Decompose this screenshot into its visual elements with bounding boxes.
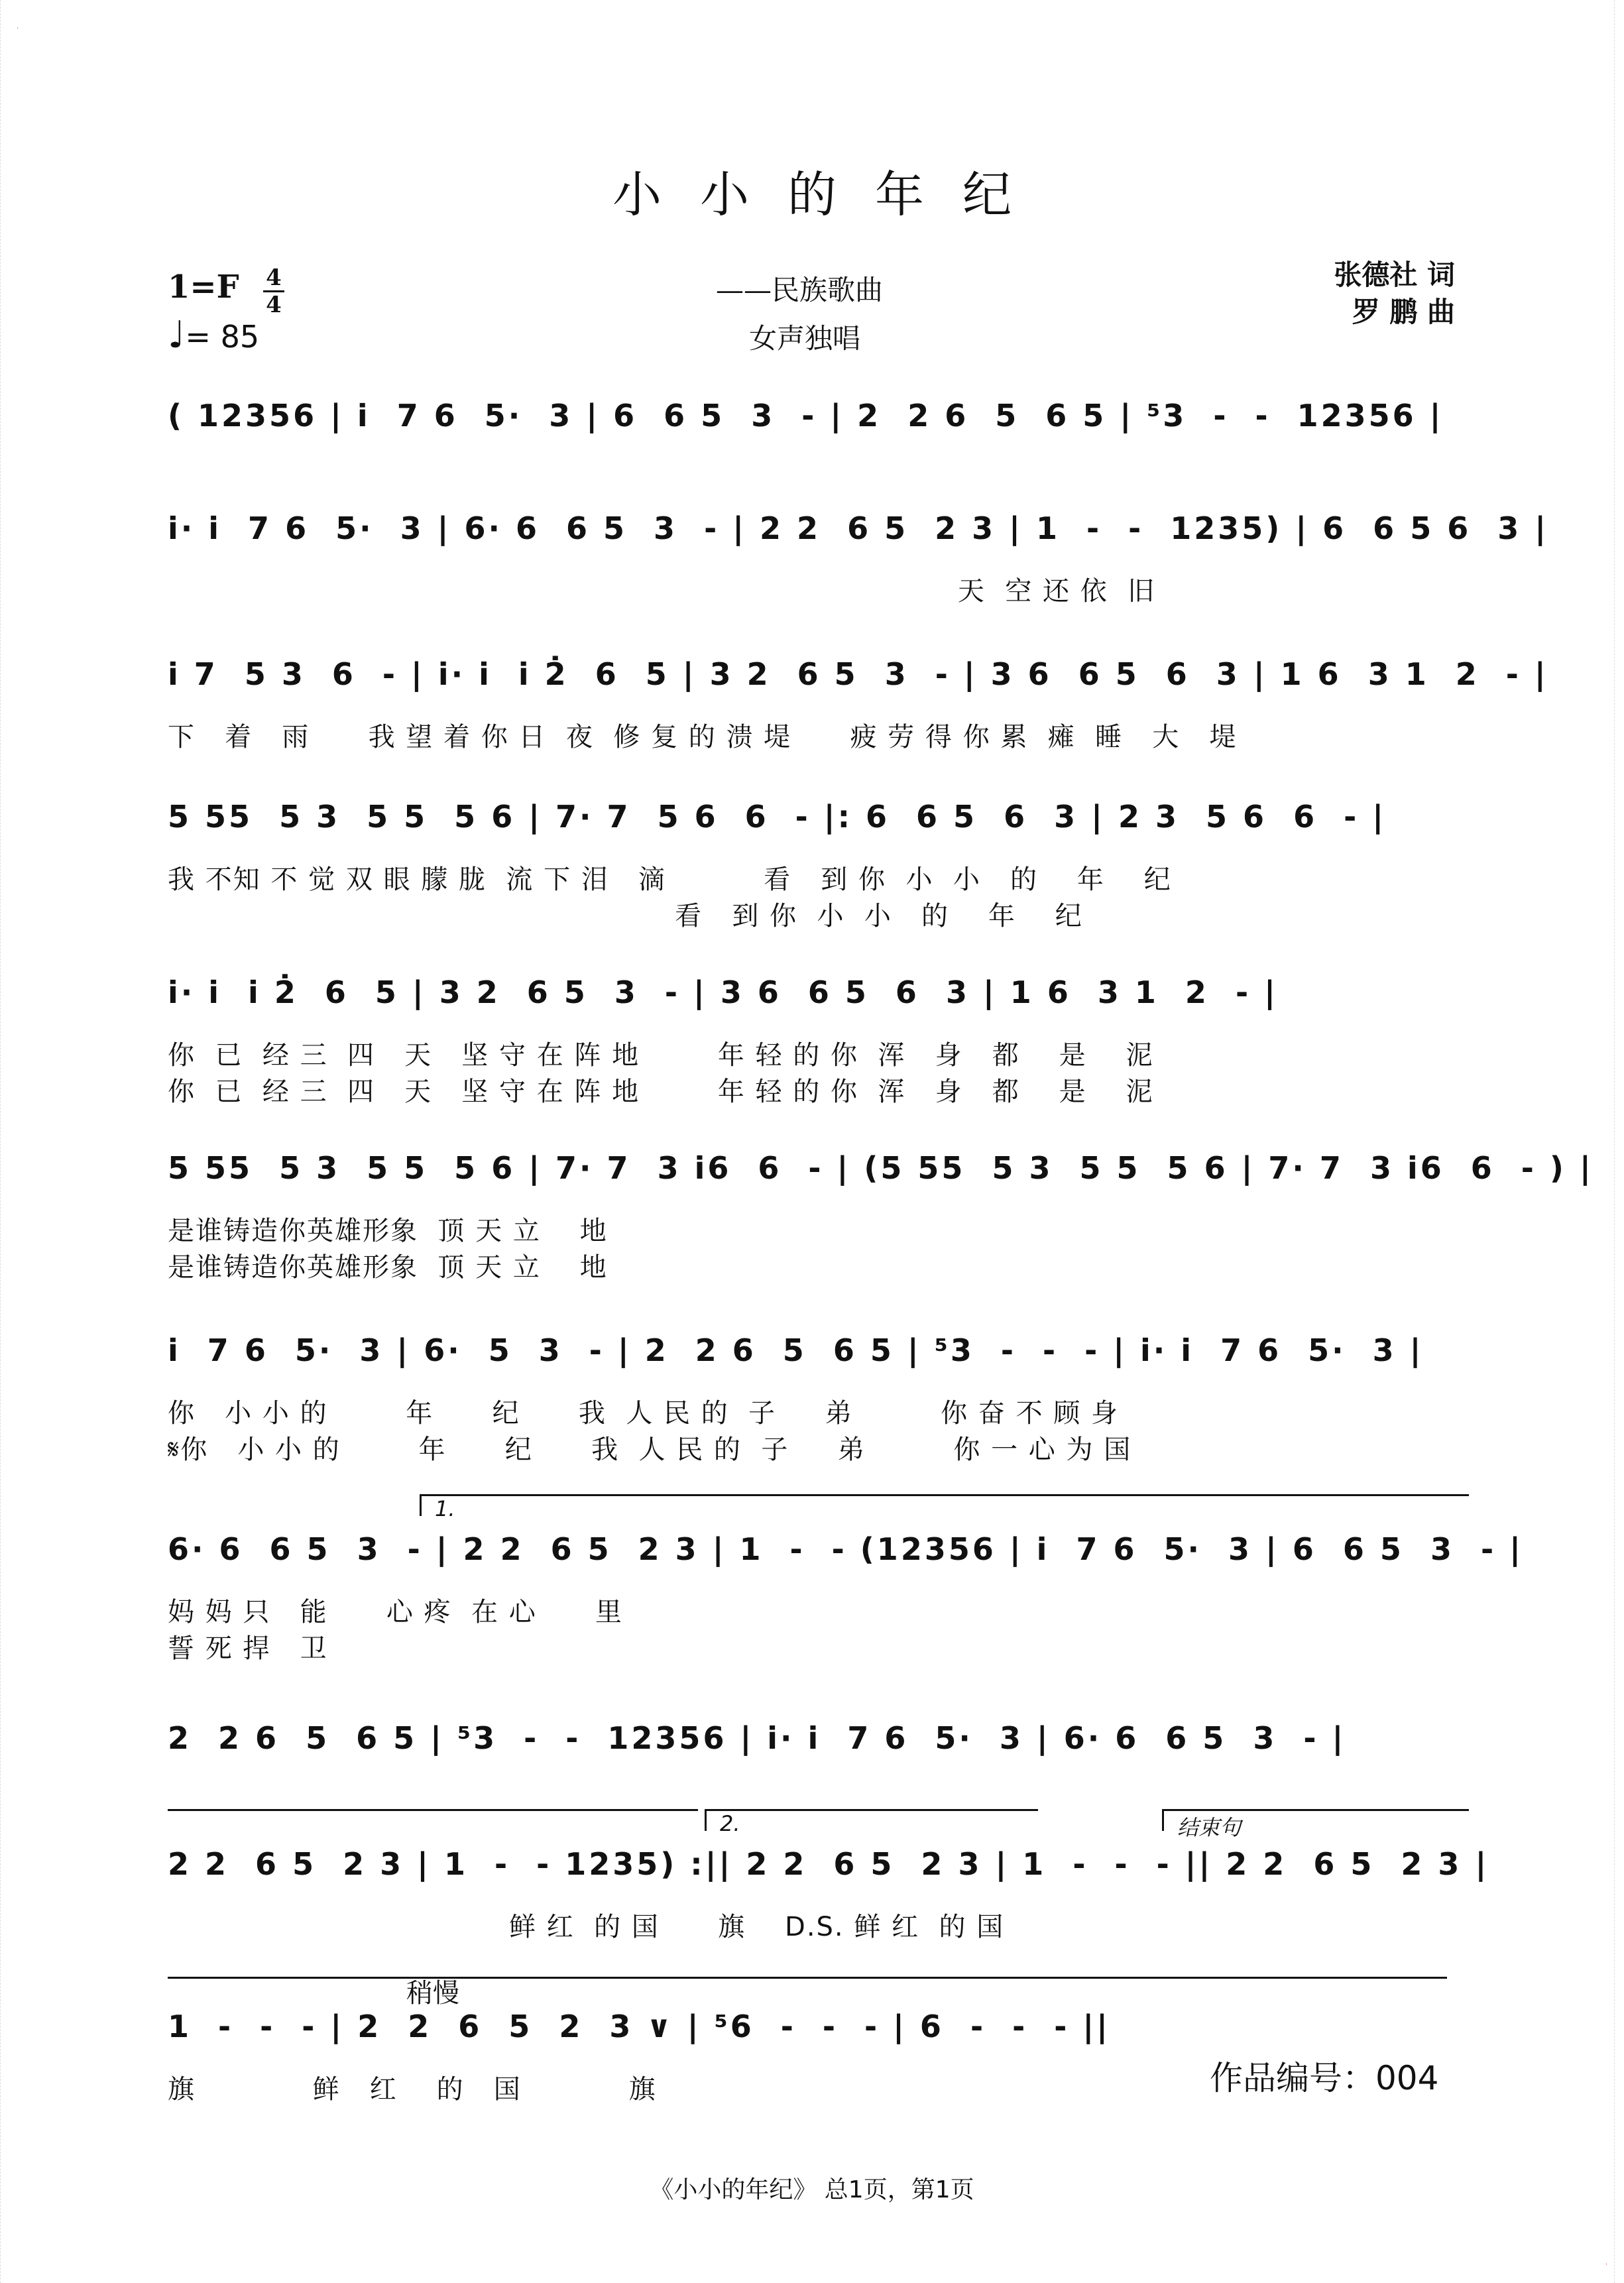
- score-system-3: [168, 656, 1548, 752]
- lyrics-verse-1: 天 空 还 依 旧: [168, 576, 1156, 607]
- key-signature: 1=F: [168, 268, 239, 306]
- lyrics-verse-1: 你 小 小 的 年 纪 我 人 民 的 子 弟 你 奋 不 顾 身: [168, 1398, 1120, 1429]
- lyrics-verse-1: 你 已 经 三 四 天 坚 守 在 阵 地 年 轻 的 你 浑 身 都 是 泥: [168, 1040, 1154, 1071]
- volta-1-bracket: 1.: [420, 1494, 1469, 1516]
- corner-watermark: ·: [1605, 2261, 1607, 2268]
- lyricist-credit: 张德社 词: [1334, 259, 1455, 291]
- lyrics-verse-1: 下 着 雨 我 望 着 你 日 夜 修 复 的 溃 堤 疲 劳 得 你 累 瘫 睡 大 堤: [168, 722, 1238, 752]
- lyrics-verse-2: 是谁铸造你英雄形象 顶 天 立 地: [168, 1252, 608, 1283]
- performance-mode: 女声独唱: [749, 322, 861, 355]
- score-system-7: [168, 1332, 1457, 1465]
- lyrics-verse-2: 看 到 你 小 小 的 年 纪: [168, 901, 1083, 931]
- notation-line: 6· 6 6 5 3 - | 2 2 6 5 2 3 | 1 - - (12356 | i̇ 7 6 5· 3 | 6 6 5 3 - |: [168, 1531, 1523, 1567]
- quarter-note-icon: ♩: [168, 314, 186, 357]
- site-watermark: ·: [17, 25, 19, 32]
- notation-line: i̇ 7 6 5· 3 | 6· 5 3 - | 2 2 6 5 6 5 | ⁵3 - - - | i̇· i̇ 7 6 5· 3 |: [168, 1332, 1424, 1368]
- subtitle: ——民族歌曲: [716, 274, 884, 306]
- lyrics-verse-2: 你 已 经 三 四 天 坚 守 在 阵 地 年 轻 的 你 浑 身 都 是 泥: [168, 1077, 1154, 1107]
- work-number: 作品编号：004: [1210, 2059, 1439, 2097]
- notation-line: 5 55 5 3 5 5 5 6 | 7· 7 3 i̇6 6 - | (5 55 5 3 5 5 5 6 | 7· 7 3 i̇6 6 - ) |: [168, 1150, 1594, 1186]
- slower-marking: 稍慢: [406, 1978, 459, 2009]
- page-footer: 《小小的年纪》 总1页，第1页: [650, 2176, 974, 2203]
- time-signature-top: 4: [266, 264, 282, 291]
- notation-line: ( 12356 | i̇ 7 6 5· 3 | 6 6 5 3 - | 2 2 6 5 6 5 | ⁵3 - - 12356 |: [168, 398, 1444, 434]
- score-system-8: [168, 1496, 1523, 1664]
- lyrics-verse-1: 鲜 红 的 国 旗 D.S. 鲜 红 的 国: [168, 1912, 1005, 1942]
- notation-line: 1 - - - | 2 2 6 5 2 3 ∨ | ⁵6 - - - | 6 - - - ||: [168, 2009, 1110, 2044]
- lyrics-verse-1: 我 不知 不 觉 双 眼 朦 胧 流 下 泪 滴 看 到 你 小 小 的 年 纪: [168, 864, 1172, 895]
- tempo-value: = 85: [185, 319, 260, 355]
- lyrics-verse-1: 妈 妈 只 能 心 疼 在 心 里: [168, 1597, 624, 1627]
- lyrics-verse-2: 𝄋你 小 小 的 年 纪 我 人 民 的 子 弟 你 一 心 为 国: [168, 1434, 1132, 1465]
- score-system-1: [168, 398, 1457, 484]
- lyrics-verse-1: 是谁铸造你英雄形象 顶 天 立 地: [168, 1216, 608, 1246]
- notation-line: 2 2 6 5 6 5 | ⁵3 - - 12356 | i̇· i̇ 7 6 5· 3 | 6· 6 6 5 3 - |: [168, 1720, 1346, 1756]
- ending-phrase-bracket: 结束句: [1162, 1809, 1469, 1831]
- score-system-6: [168, 1150, 1594, 1283]
- score-system-4: [168, 799, 1457, 931]
- lyrics-verse-1: 旗 鲜 红 的 国 旗: [168, 2074, 657, 2105]
- notation-line: 5 55 5 3 5 5 5 6 | 7· 7 5 6 6 - |: 6 6 5 6 3 | 2 3 5 6 6 - |: [168, 799, 1387, 835]
- score-system-10: [168, 1811, 1489, 1942]
- time-signature: [261, 265, 287, 318]
- notation-line: i̇ 7 5 3 6 - | i̇· i̇ i̇ 2̇ 6 5 | 3 2 6 5 3 - | 3 6 6 5 6 3 | 1 6 3 1 2 - |: [168, 656, 1548, 692]
- notation-line: i̇· i̇ 7 6 5· 3 | 6· 6 6 5 3 - | 2 2 6 5 2 3 | 1 - - 1235) | 6 6 5 6 3 |: [168, 510, 1549, 546]
- first-ending-bracket-continuation: [168, 1809, 698, 1831]
- lyrics-verse-2: 誓 死 捍 卫: [168, 1633, 328, 1664]
- composer-credit: 罗 鹏 曲: [1352, 296, 1455, 328]
- score-system-5: [168, 974, 1457, 1107]
- page-edge-right: [1614, 0, 1624, 2283]
- song-title: 小小的年纪: [612, 166, 1050, 223]
- volta-2-bracket: 2.: [705, 1809, 1038, 1831]
- score-system-9: [168, 1720, 1457, 1806]
- tempo-marking: [168, 314, 259, 357]
- time-signature-bottom: 4: [266, 292, 282, 318]
- score-system-2: [168, 510, 1549, 607]
- notation-line: 2 2 6 5 2 3 | 1 - - 1235) :|| 2 2 6 5 2 3 | 1 - - - || 2 2 6 5 2 3 |: [168, 1846, 1489, 1882]
- ending-bracket-continuation: [168, 1977, 1447, 1999]
- page-edge-left: [0, 0, 10, 2283]
- notation-line: i̇· i̇ i̇ 2̇ 6 5 | 3 2 6 5 3 - | 3 6 6 5 6 3 | 1 6 3 1 2 - |: [168, 974, 1278, 1010]
